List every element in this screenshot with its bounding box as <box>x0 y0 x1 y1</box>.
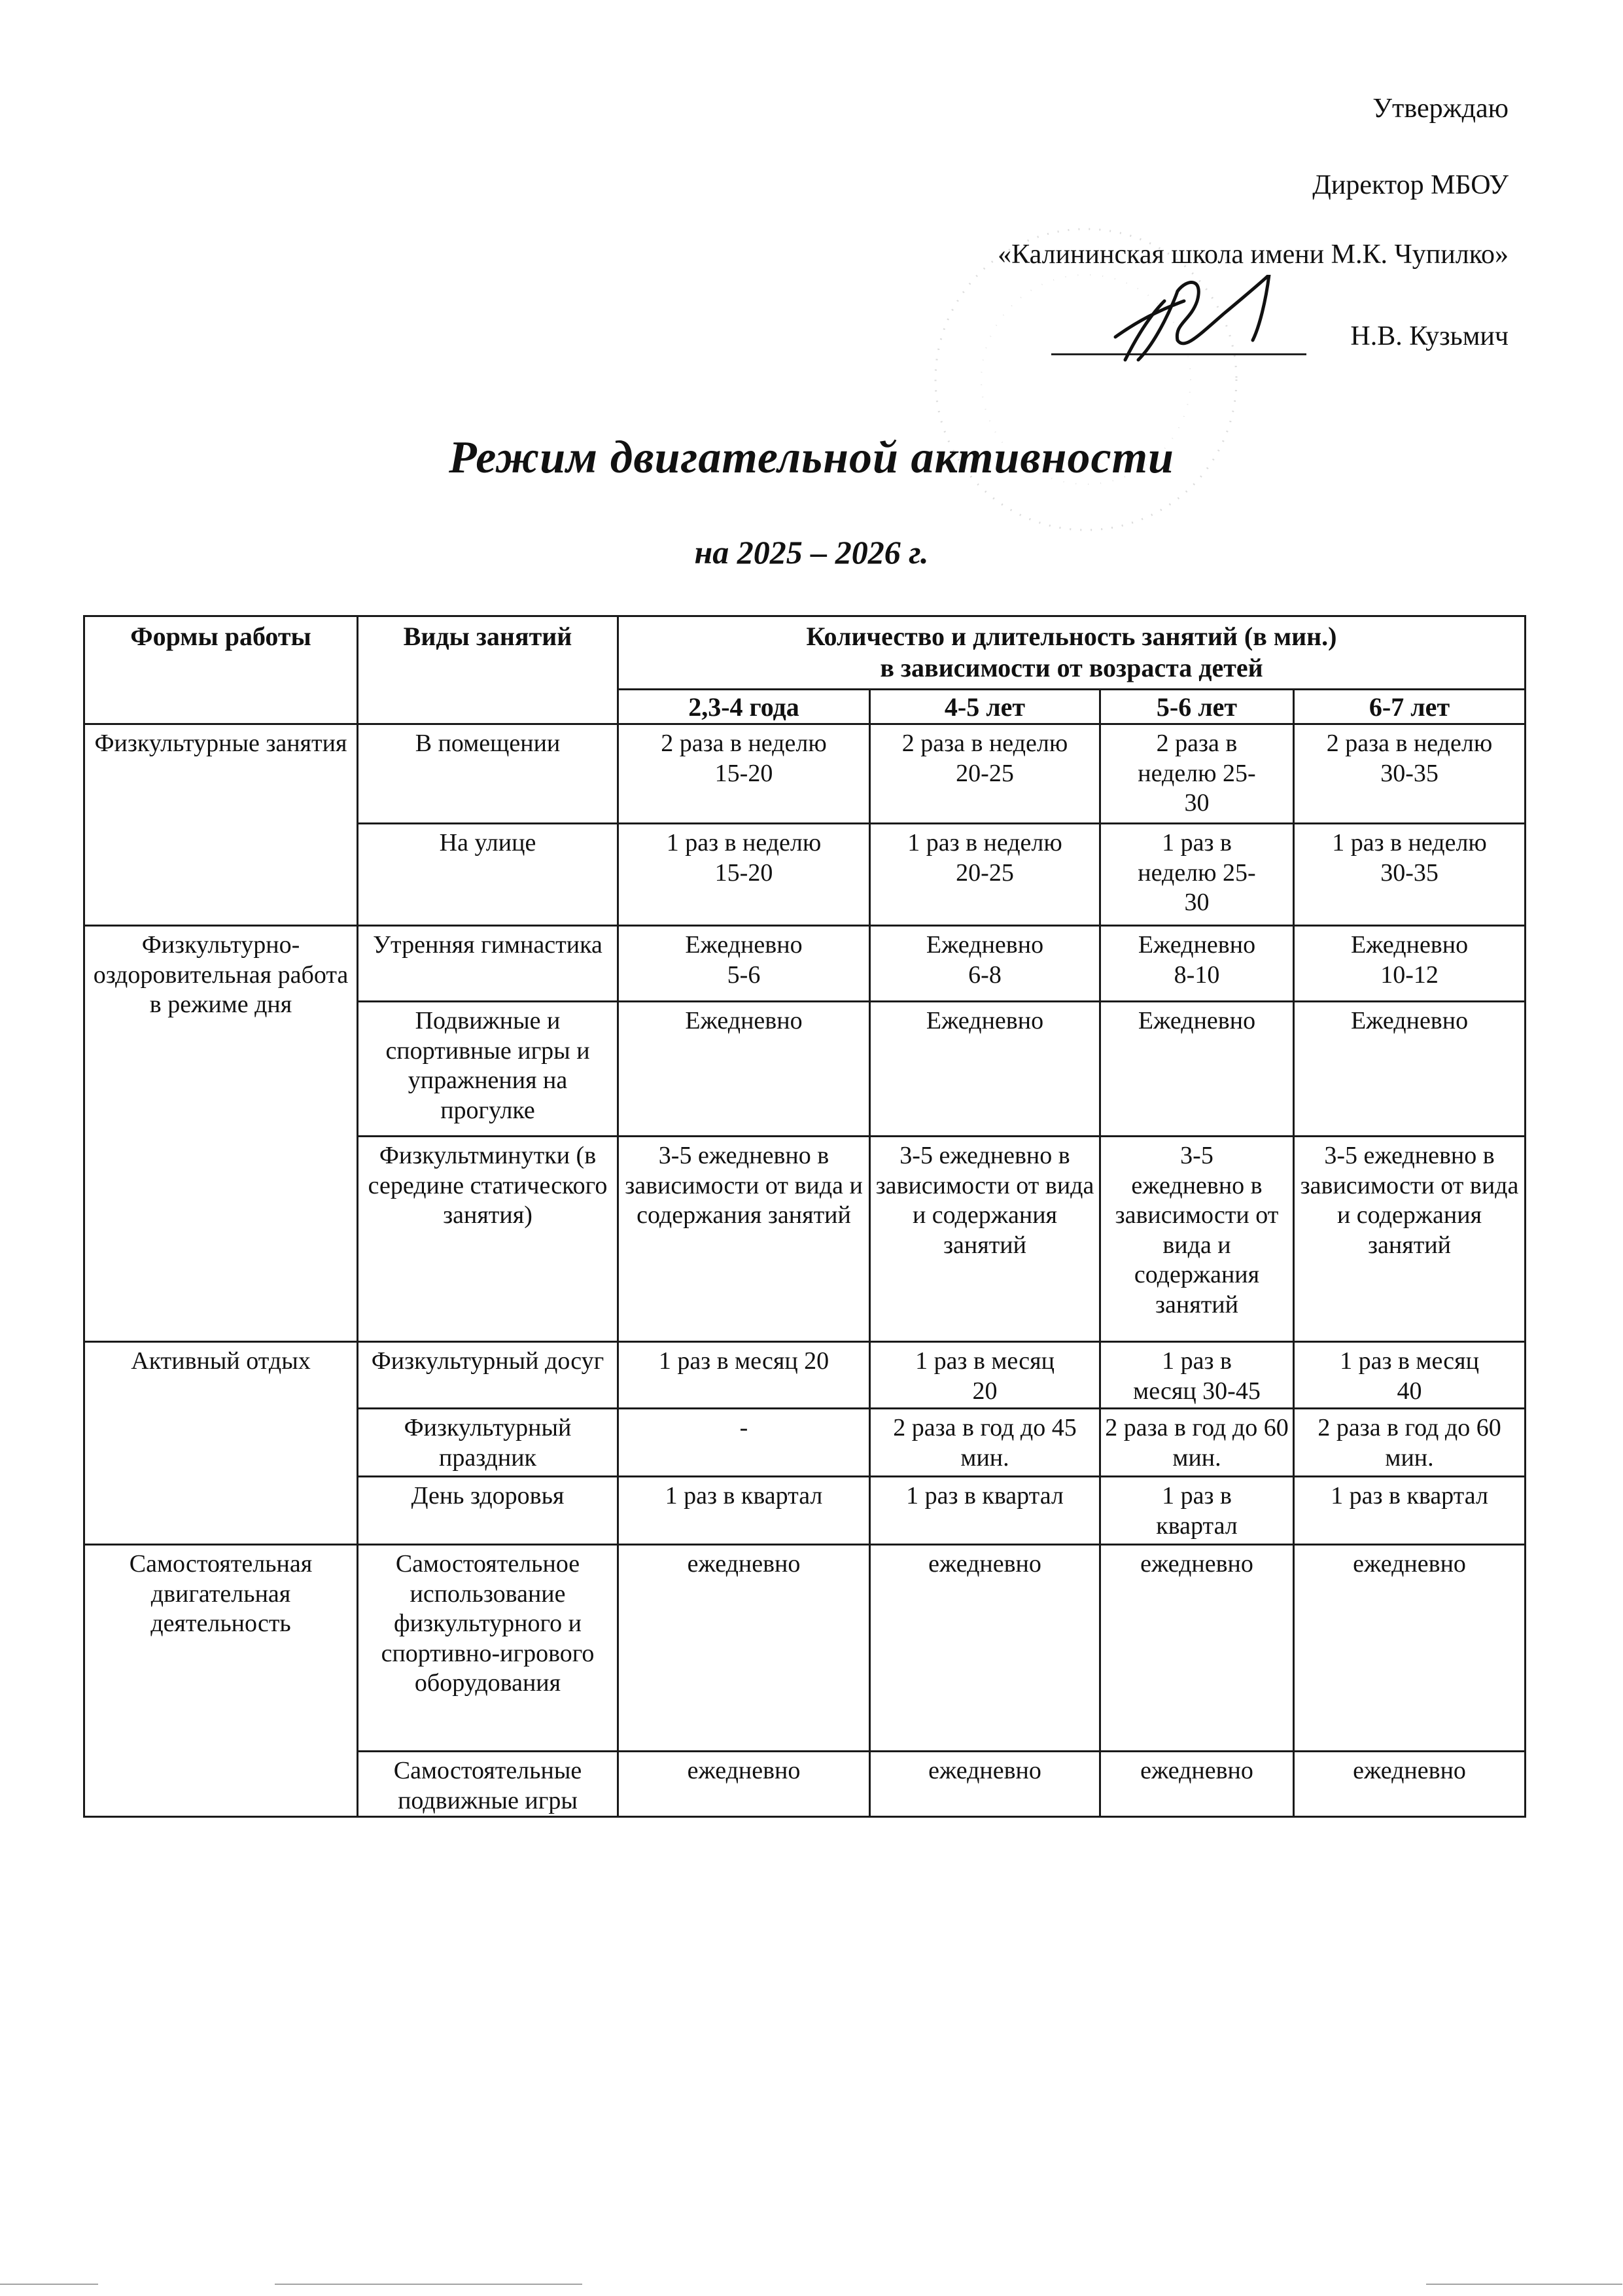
value-cell: 3-5 ежедневно в зависимости от вида и содержания занятий <box>1100 1137 1294 1342</box>
value-cell: 1 раз в месяц 20 <box>870 1342 1100 1409</box>
form-cell: Самостоятельная двигательная деятельность <box>84 1545 358 1817</box>
header-age: 6-7 лет <box>1294 690 1526 724</box>
value-cell: Ежедневно 8-10 <box>1100 926 1294 1002</box>
header-quantity: Количество и длительность занятий (в мин.) в зависимости от возраста детей <box>618 616 1526 690</box>
form-cell: Активный отдых <box>84 1342 358 1545</box>
value-cell: ежедневно <box>1100 1545 1294 1752</box>
table-row <box>84 926 1526 1002</box>
value-cell: 1 раз в неделю 30-35 <box>1294 824 1526 926</box>
value-cell: 2 раза в неделю 30-35 <box>1294 724 1526 824</box>
scan-artifact-line <box>275 2284 582 2285</box>
type-cell: Самостоятельные подвижные игры <box>358 1752 618 1817</box>
table-row <box>84 1342 1526 1409</box>
value-cell: 1 раз в неделю 25- 30 <box>1100 824 1294 926</box>
header-age: 2,3-4 года <box>618 690 870 724</box>
value-cell: ежедневно <box>1100 1752 1294 1817</box>
approval-line-approve: Утверждаю <box>1372 94 1509 124</box>
value-cell: 3-5 ежедневно в зависимости от вида и содержания занятий <box>618 1137 870 1342</box>
value-cell: Ежедневно <box>870 1002 1100 1137</box>
value-cell: - <box>618 1409 870 1477</box>
scan-artifact-line <box>1426 2284 1622 2285</box>
type-cell: Физкультурный праздник <box>358 1409 618 1477</box>
scan-artifact-line <box>0 2284 98 2285</box>
value-cell: 2 раза в неделю 15-20 <box>618 724 870 824</box>
type-cell: Физкультурный досуг <box>358 1342 618 1409</box>
value-cell: 1 раз в квартал <box>1100 1477 1294 1545</box>
activity-table <box>83 615 1526 1818</box>
form-cell: Физкультурно-оздоровительная работа в режиме дня <box>84 926 358 1342</box>
header-age: 4-5 лет <box>870 690 1100 724</box>
value-cell: 3-5 ежедневно в зависимости от вида и содержания занятий <box>870 1137 1100 1342</box>
value-cell: 2 раза в неделю 20-25 <box>870 724 1100 824</box>
type-cell: В помещении <box>358 724 618 824</box>
type-cell: На улице <box>358 824 618 926</box>
type-cell: Подвижные и спортивные игры и упражнения на прогулке <box>358 1002 618 1137</box>
value-cell: ежедневно <box>870 1545 1100 1752</box>
table-row <box>84 1545 1526 1752</box>
type-cell: Самостоятельное использование физкультурного и спортивно-игрового оборудования <box>358 1545 618 1752</box>
value-cell: Ежедневно 5-6 <box>618 926 870 1002</box>
signer-name: Н.В. Кузьмич <box>1350 321 1509 351</box>
value-cell: 1 раз в квартал <box>1294 1477 1526 1545</box>
type-cell: Физкультминутки (в середине статического занятия) <box>358 1137 618 1342</box>
value-cell: 2 раза в год до 60 мин. <box>1294 1409 1526 1477</box>
value-cell: 2 раза в неделю 25- 30 <box>1100 724 1294 824</box>
value-cell: 2 раза в год до 45 мин. <box>870 1409 1100 1477</box>
value-cell: 2 раза в год до 60 мин. <box>1100 1409 1294 1477</box>
header-forms: Формы работы <box>84 616 358 724</box>
signature-icon <box>1112 275 1308 366</box>
page-title: Режим двигательной активности <box>449 433 1174 483</box>
value-cell: ежедневно <box>618 1545 870 1752</box>
value-cell: ежедневно <box>1294 1545 1526 1752</box>
value-cell: 1 раз в месяц 40 <box>1294 1342 1526 1409</box>
value-cell: ежедневно <box>618 1752 870 1817</box>
header-age: 5-6 лет <box>1100 690 1294 724</box>
value-cell: 1 раз в неделю 15-20 <box>618 824 870 926</box>
approval-line-school: «Калининская школа имени М.К. Чупилко» <box>998 239 1509 270</box>
value-cell: 1 раз в месяц 20 <box>618 1342 870 1409</box>
value-cell: 1 раз в месяц 30-45 <box>1100 1342 1294 1409</box>
value-cell: ежедневно <box>1294 1752 1526 1817</box>
value-cell: ежедневно <box>870 1752 1100 1817</box>
value-cell: 1 раз в неделю 20-25 <box>870 824 1100 926</box>
stamp-trace-icon <box>916 216 1256 543</box>
value-cell: Ежедневно <box>1100 1002 1294 1137</box>
value-cell: Ежедневно <box>1294 1002 1526 1137</box>
header-types: Виды занятий <box>358 616 618 724</box>
approval-line-position: Директор МБОУ <box>1312 170 1509 200</box>
type-cell: День здоровья <box>358 1477 618 1545</box>
value-cell: 3-5 ежедневно в зависимости от вида и содержания занятий <box>1294 1137 1526 1342</box>
value-cell: 1 раз в квартал <box>618 1477 870 1545</box>
value-cell: Ежедневно 6-8 <box>870 926 1100 1002</box>
page-subtitle: на 2025 – 2026 г. <box>694 534 929 571</box>
table-row <box>84 724 1526 824</box>
value-cell: Ежедневно <box>618 1002 870 1137</box>
type-cell: Утренняя гимнастика <box>358 926 618 1002</box>
form-cell: Физкультурные занятия <box>84 724 358 926</box>
value-cell: Ежедневно 10-12 <box>1294 926 1526 1002</box>
value-cell: 1 раз в квартал <box>870 1477 1100 1545</box>
